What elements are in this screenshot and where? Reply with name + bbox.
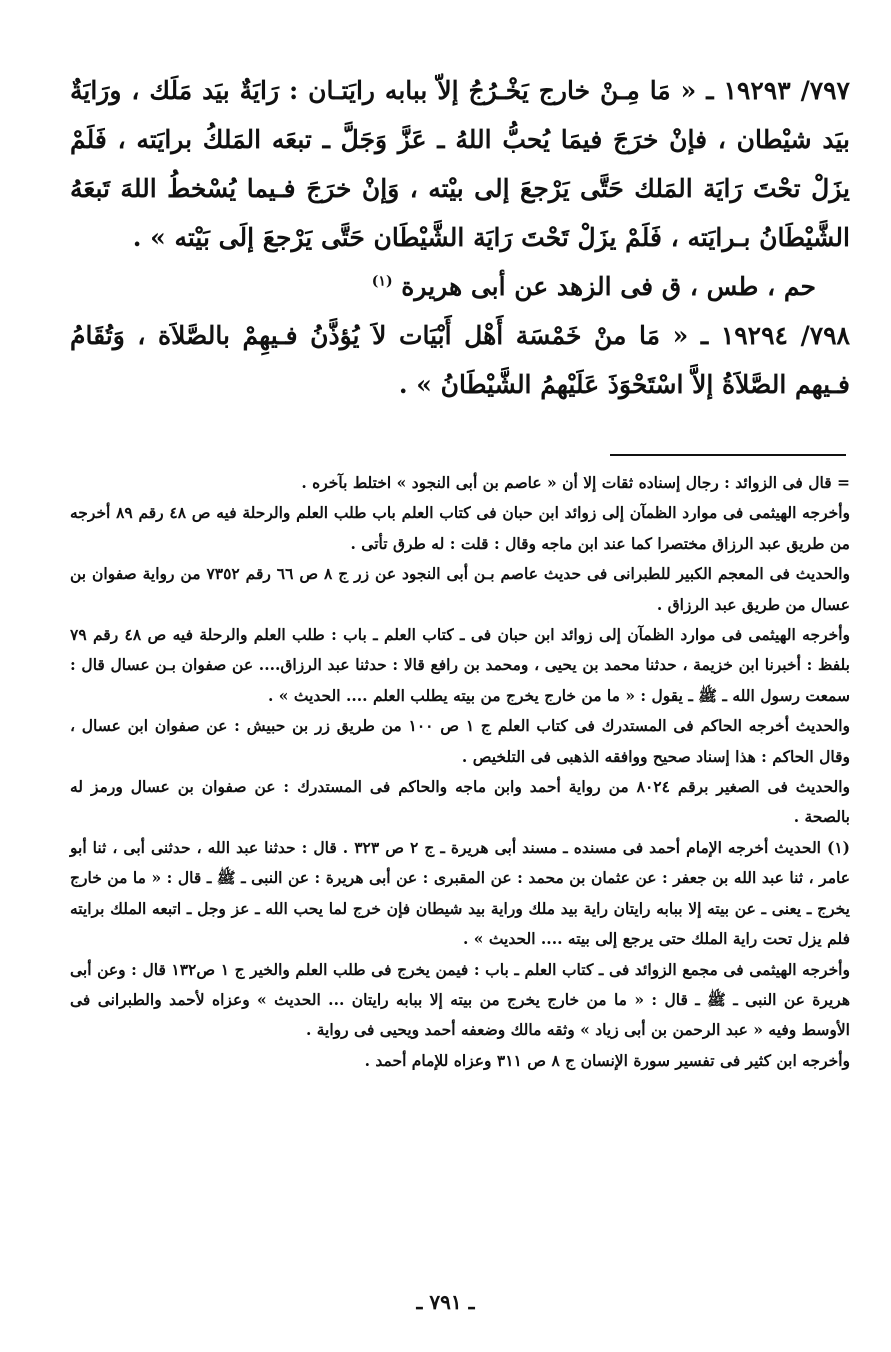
footnotes	[70, 468, 850, 1076]
footnote-paragraph: وأخرجه ابن كثير فى تفسير سورة الإنسان ج ٨ ص ٣١١ وعزاه للإمام أحمد .	[364, 1050, 850, 1070]
footnote-separator	[610, 454, 846, 456]
hadith-main-text	[70, 66, 850, 409]
footnote-ref: (١)	[371, 273, 393, 290]
hadith-797: ٧٩٧/ ١٩٢٩٣ ـ « مَا مِـنْ خارج يَخْـرُجُ إلاّ ببابه رايَتـان : رَايَةٌ بيَد مَلَك ، ورَايَةٌ بيَد شيْطان ، فإنْ خرَجَ فيمَا يُحبُّ اللهُ ـ عَزَّ وَجَلَّ ـ تبعَه المَلكُ برايَته ، فَلَمْ يزَلْ تحْتَ رَايَة المَلك حَتَّى يَرْجعَ إلى بيْته ، وَإنْ خرَجَ فـيما يُسْخطُ اللهَ تَبعَهُ الشَّيْطَانُ بـرايَته ، فَلَمْ يزَلْ تَحْتَ رَايَة الشَّيْطَان حَتَّى يَرْجعَ إلَى بَيْته » .	[70, 76, 850, 252]
footnote-paragraph: والحديث فى المعجم الكبير للطبرانى فى حديث عاصم بـن أبى النجود عن زر ج ٨ ص ٦٦ رقم ٧٣٥٢ من رواية صفوان بن عسال من طريق عبد الرزاق .	[70, 564, 850, 614]
footnote-paragraph: وأخرجه الهيثمى فى مجمع الزوائد فى ـ كتاب العلم ـ باب : فيمن يخرج فى طلب العلم والخير ج ١ ص١٣٢ قال : وعن أبى هريرة عن النبى ـ ﷺ ـ قال : « ما من خارج يخرج من بيته إلا ببابه رايتان ... الحديث » وعزاه لأحمد والطبرانى فى الأوسط وفيه « عبد الرحمن بن أبى زياد » وثقه مالك وضعفه أحمد ويحيى فى رواية .	[70, 959, 850, 1040]
footnote-paragraph: والحديث فى الصغير برقم ٨٠٢٤ من رواية أحمد وابن ماجه والحاكم فى المستدرك : عن صفوان بن عسال ورمز له بالصحة .	[70, 777, 850, 827]
source-text: حم ، طس ، ق فى الزهد عن أبى هريرة	[401, 272, 816, 301]
hadith-797-source	[70, 262, 850, 311]
hadith-798: ٧٩٨/ ١٩٢٩٤ ـ « مَا منْ خَمْسَة أَهْل أَبْيَات لاَ يُؤذَّنُ فـيهِمْ بالصَّلاَة ، وَتُقَامُ فـيهم الصَّلاَةُ إلاَّ اسْتَحْوَذَ عَلَيْهمُ الشَّيْطَانُ » .	[70, 321, 850, 399]
footnote-paragraph: = قال فى الزوائد : رجال إسناده ثقات إلا أن « عاصم بن أبى النجود » اختلط بآخره .	[301, 473, 850, 492]
footnote-1: (١) الحديث أخرجه الإمام أحمد فى مسنده ـ مسند أبى هريرة ـ ج ٢ ص ٣٢٣ . قال : حدثنا عبد الله ، حدثنى أبى ، ثنا أبو عامر ، ثنا عبد الله بن جعفر : عن عثمان بن محمد : عن المقبرى : عن أبى هريرة : عن النبى ـ ﷺ ـ قال : « ما من خارج يخرج ـ يعنى ـ عن بيته إلا ببابه رايتان راية بيد ملك وراية بيد شيطان فإن خرج لما يحب الله ـ عز وجل ـ اتبعه الملك برايته فلم يزل تحت راية الملك حتى يرجع إلى بيته .... الحديث » .	[70, 837, 850, 949]
footnote-paragraph: والحديث أخرجه الحاكم فى المستدرك فى كتاب العلم ج ١ ص ١٠٠ من طريق زر بن حبيش : عن صفوان ابن عسال ، وقال الحاكم : هذا إسناد صحيح ووافقه الذهبى فى التلخيص .	[70, 716, 850, 766]
footnote-paragraph: وأخرجه الهيثمى فى موارد الظمآن إلى زوائد ابن حبان فى ـ كتاب العلم ـ باب : طلب العلم والرحلة فيه ص ٤٨ رقم ٧٩ بلفظ : أخبرنا ابن خزيمة ، حدثنا محمد بن يحيى ، ومحمد بن رافع قالا : حدثنا عبد الرزاق.... عن صفوان بـن عسال قال : سمعت رسول الله ـ ﷺ ـ يقول : « ما من خارج يخرج من بيته يطلب العلم .... الحديث » .	[70, 625, 850, 705]
page-number: ـ ٧٩١ ـ	[416, 1290, 475, 1314]
footnote-paragraph: وأخرجه الهيثمى فى موارد الظمآن إلى زوائد ابن حبان فى كتاب العلم باب طلب العلم والرحلة فيه ص ٤٨ رقم ٨٩ أخرجه من طريق عبد الرزاق مختصرا كما عند ابن ماجه وقال : قلت : له طرق تأتى .	[70, 503, 850, 553]
